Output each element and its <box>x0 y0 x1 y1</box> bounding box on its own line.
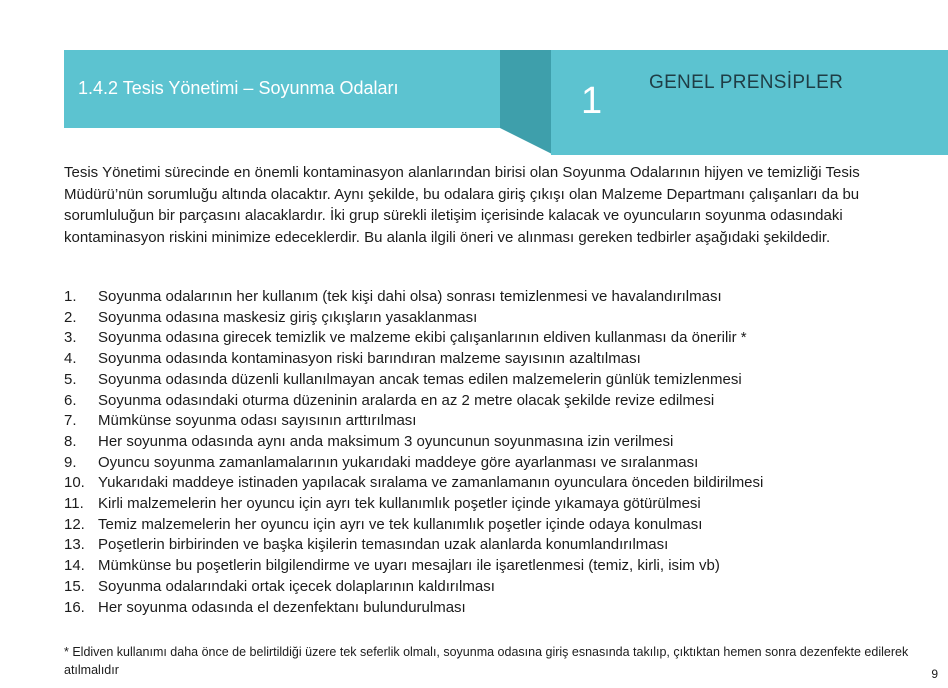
footnote: * Eldiven kullanımı daha önce de belirtildiği üzere tek seferlik olmalı, soyunma odasına giriş esnasında takılıp, çıktıktan hemen sonra dezenfekte edilerek atılmalıdır <box>64 645 909 677</box>
list-item <box>64 287 934 308</box>
list-item <box>64 473 934 494</box>
list-item-number: 2. <box>64 308 77 326</box>
list-item-number: 4. <box>64 350 77 368</box>
list-item <box>64 598 934 619</box>
list-item-text: Her soyunma odasında aynı anda maksimum 3 oyuncunun soyunmasına izin verilmesi <box>98 432 674 450</box>
list-item-text: Mümkünse soyunma odası sayısının arttırılması <box>98 412 417 430</box>
list-item <box>64 391 934 412</box>
list-item-number: 3. <box>64 329 77 347</box>
section-title: 1.4.2 Tesis Yönetimi – Soyunma Odaları <box>78 78 399 98</box>
list-item-text: Soyunma odasında kontaminasyon riski barındıran malzeme sayısının azaltılması <box>98 350 641 368</box>
list-item-number: 11. <box>64 495 84 513</box>
list-item-number: 1. <box>64 288 77 305</box>
list-item-number: 8. <box>64 432 77 450</box>
intro-paragraph: Tesis Yönetimi sürecinde en önemli kontaminasyon alanlarından birisi olan Soyunma Odalarının hijyen ve temizliği Tesis Müdürü’nün sorumluğu altında olacaktır. Aynı şekilde, bu odalara giriş çıkışı olan Malzeme Departmanı çalışanları da bu sorumluluğun bir parçasını alacaklardır. İki grup sürekli iletişim içerisinde kalacak ve oyuncuların soyunma odasındaki kontaminasyon riskini minimize edeceklerdir. Bu alanla ilgili öneri ve alınması gereken tedbirler aşağıdaki şekildedir. <box>64 164 860 246</box>
list-item-number: 13. <box>64 536 85 554</box>
list-item-text: Soyunma odasına girecek temizlik ve malzeme ekibi çalışanlarının eldiven kullanması da önerilir * <box>98 329 747 347</box>
list-item-text: Oyuncu soyunma zamanlamalarının yukarıdaki maddeye göre ayarlanması ve sıralanması <box>98 453 699 471</box>
list-item-text: Mümkünse bu poşetlerin bilgilendirme ve uyarı mesajları ile işaretlenmesi (temiz, kirli, isim vb) <box>98 557 720 575</box>
list-item-text: Kirli malzemelerin her oyuncu için ayrı tek kullanımlık poşetler içinde yıkamaya götürülmesi <box>98 495 701 513</box>
list-item <box>64 328 934 349</box>
page-number: 9 <box>931 667 938 681</box>
list-item-text: Soyunma odasında düzenli kullanılmayan ancak temas edilen malzemelerin günlük temizlenmesi <box>98 370 742 388</box>
list-item-text: Soyunma odalarındaki ortak içecek dolaplarının kaldırılması <box>98 577 495 595</box>
list-item <box>64 411 934 432</box>
banner-fold-decoration <box>500 50 552 154</box>
chapter-header-banner <box>551 50 948 155</box>
list-item-text: Yukarıdaki maddeye istinaden yapılacak sıralama ve zamanlamanın oyunculara önceden bildirilmesi <box>98 474 764 492</box>
list-item <box>64 556 934 577</box>
list-item-number: 5. <box>64 370 77 388</box>
list-item <box>64 349 934 370</box>
list-item-number: 9. <box>64 453 77 471</box>
list-item-text: Soyunma odasına maskesiz giriş çıkışların yasaklanması <box>98 308 478 326</box>
list-item-number: 16. <box>64 598 85 616</box>
list-item <box>64 308 934 329</box>
list-item-text: Temiz malzemelerin her oyuncu için ayrı ve tek kullanımlık poşetler içinde odaya konulması <box>98 515 703 533</box>
list-item-number: 14. <box>64 557 85 575</box>
list-item-number: 7. <box>64 412 77 430</box>
section-header-banner <box>64 50 552 128</box>
chapter-number: 1 <box>581 80 603 122</box>
list-item-text: Soyunma odalarının her kullanım (tek kişi dahi olsa) sonrası temizlenmesi ve havalandırılması <box>98 288 722 305</box>
rules-list <box>64 287 934 618</box>
list-item <box>64 535 934 556</box>
list-item <box>64 432 934 453</box>
list-item-text: Her soyunma odasında el dezenfektanı bulundurulması <box>98 598 466 616</box>
list-item <box>64 370 934 391</box>
list-item <box>64 494 934 515</box>
list-item <box>64 515 934 536</box>
list-item <box>64 453 934 474</box>
chapter-title: GENEL PRENSİPLER <box>649 72 844 93</box>
list-item-text: Poşetlerin birbirinden ve başka kişilerin temasından uzak alanlarda konumlandırılması <box>98 536 669 554</box>
list-item-number: 10. <box>64 474 85 492</box>
list-item-text: Soyunma odasındaki oturma düzeninin aralarda en az 2 metre olacak şekilde revize edilmesi <box>98 391 715 409</box>
list-item-number: 15. <box>64 577 85 595</box>
list-item <box>64 577 934 598</box>
list-item-number: 12. <box>64 515 85 533</box>
list-item-number: 6. <box>64 391 77 409</box>
